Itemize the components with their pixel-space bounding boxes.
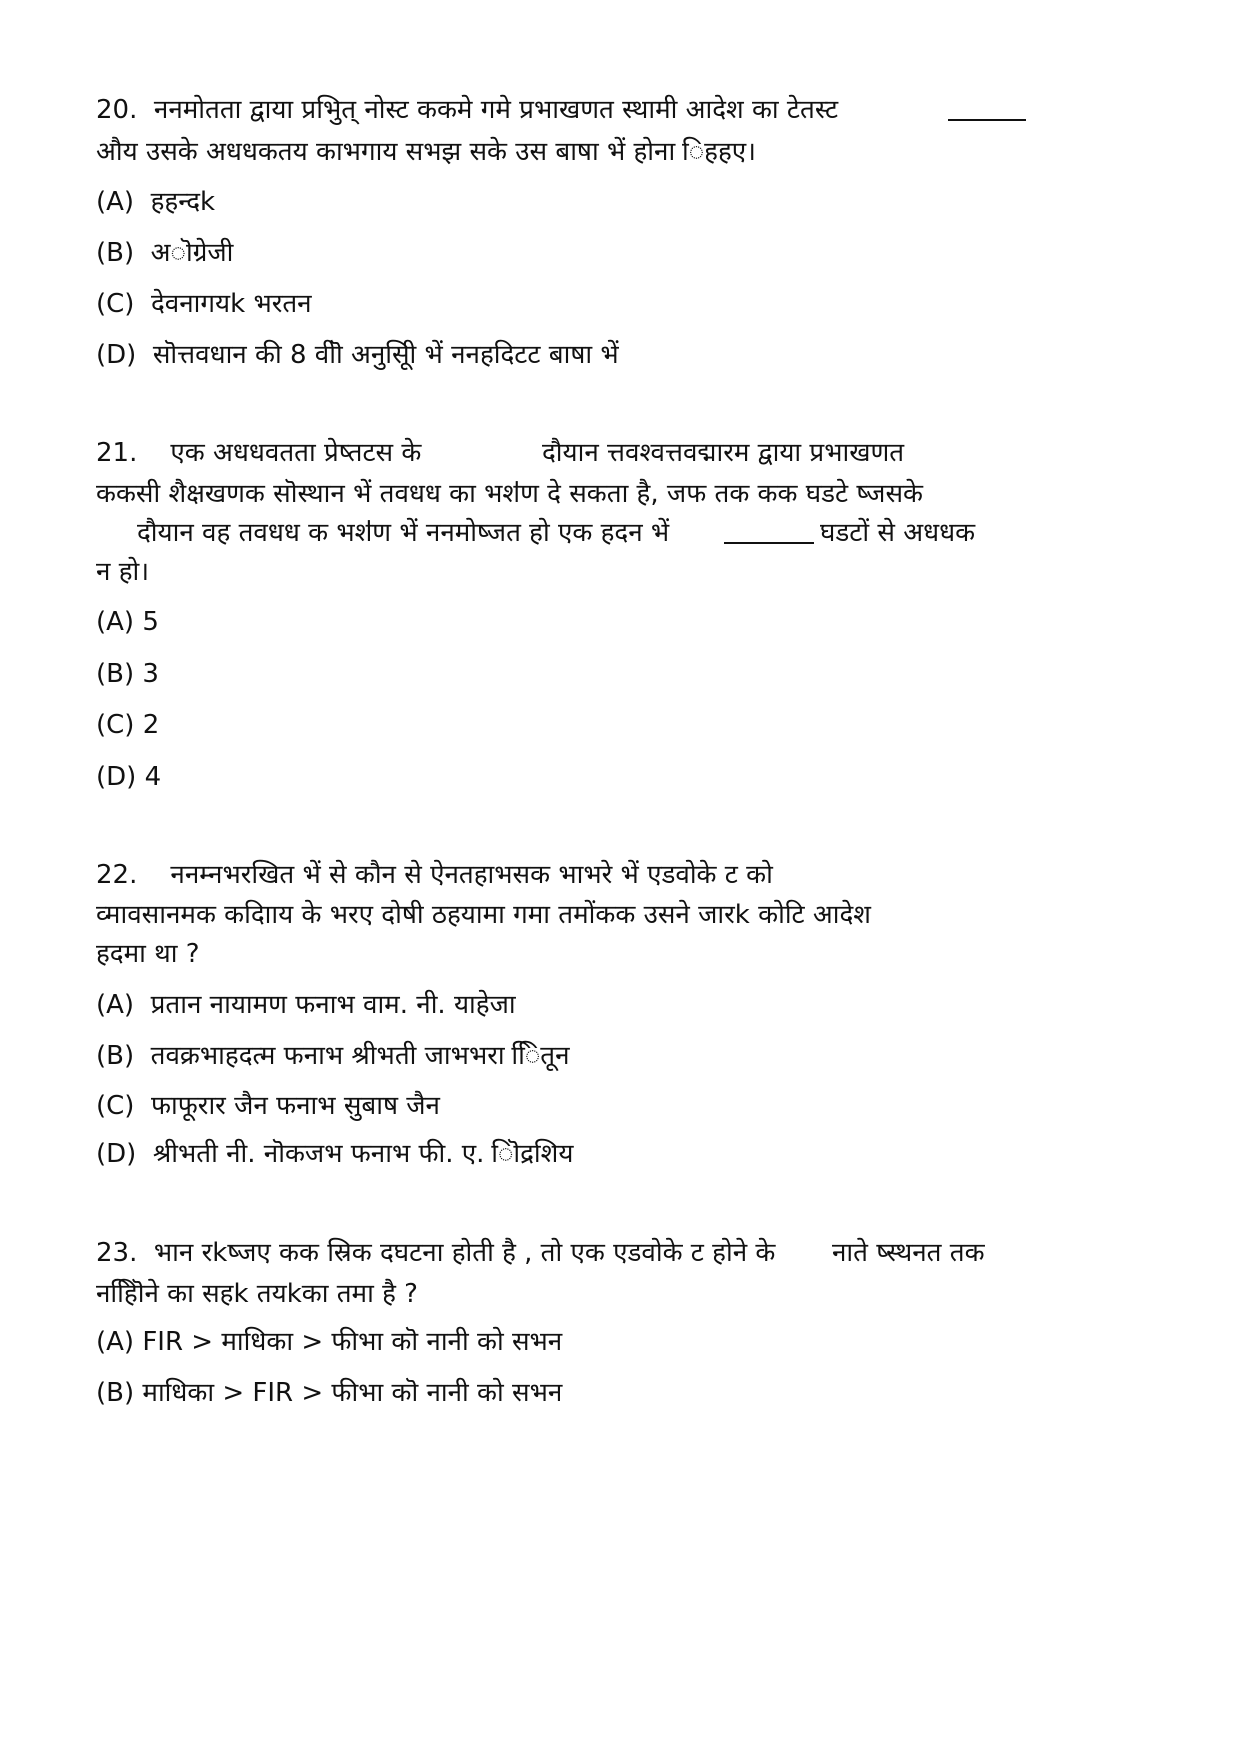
option-text: फाफूरार जैन फनाभ सुबाष जैन xyxy=(150,1091,440,1121)
option-d xyxy=(96,760,161,794)
question-20-line-2: औय उसके अधधकतय काभगाय सभझ सके उस बाषा भें होना िहहए। xyxy=(96,137,756,167)
option-text: हहन्दk xyxy=(150,187,216,217)
option-label: (A) xyxy=(96,1327,135,1357)
option-label: (B) xyxy=(96,659,135,689)
option-text: अॊग्रेजी xyxy=(150,238,234,268)
option-a xyxy=(96,988,516,1022)
option-a xyxy=(96,185,215,219)
option-label: (C) xyxy=(96,1091,135,1121)
question-text: ननमोतता द्वाया प्रभिुत् नोस्ट ककमे गमे प्रभाखणत स्थामी आदेश का टेतस्ट xyxy=(153,95,839,125)
question-21-line-1b: दौयान त्तवश्वत्तवद्मारम द्वाया प्रभाखणत xyxy=(542,438,905,468)
option-label: (C) xyxy=(96,289,135,319)
question-23-line-1b: नाते ष्स्थनत तक xyxy=(832,1238,985,1268)
question-number: 21. xyxy=(96,438,138,468)
question-22-line-2: व्मावसानमक कदािाय के भरए दोषी ठहयामा गमा तमोंकक उसने जारk कोटि आदेश xyxy=(96,900,871,930)
question-22-line-3: हदमा था ? xyxy=(96,939,200,969)
question-22-line-1 xyxy=(96,858,773,892)
question-number: 20. xyxy=(96,95,138,125)
option-text: माधिका > FIR > फीभा कॊ नानी को सभन xyxy=(142,1378,563,1408)
question-text: भान रkष्जए कक स्रिक दघटना होती है , तो एक एडवोके ट होने के xyxy=(153,1238,776,1268)
option-text: 4 xyxy=(144,762,162,792)
question-21-line-4: न हो। xyxy=(96,557,150,587)
option-label: (B) xyxy=(96,1378,135,1408)
option-text: सॊत्तवधान की 8 वीॊ अनुसूिी भें ननहदिटट बाषा भें xyxy=(152,340,619,370)
question-23-line-2: नहिॊिने का सहk तयkका तमा है ? xyxy=(96,1279,418,1309)
question-21-line-2: ककसी शैक्षखणक सॊस्थान भें तवधध का भशऺण दे सकता है, जफ तक कक घडटे ष्जसके xyxy=(96,479,924,509)
option-label: (B) xyxy=(96,238,135,268)
option-c xyxy=(96,1089,440,1123)
option-text: 3 xyxy=(142,659,159,689)
option-text: FIR > माधिका > फीभा कॊ नानी को सभन xyxy=(142,1327,563,1357)
question-21-line-1 xyxy=(96,436,421,470)
option-c xyxy=(96,708,159,742)
option-d xyxy=(96,338,619,372)
option-label: (A) xyxy=(96,607,135,637)
option-label: (D) xyxy=(96,762,137,792)
option-b xyxy=(96,1039,570,1073)
option-text: प्रतान नायामण फनाभ वाम. नी. याहेजा xyxy=(150,990,516,1020)
answer-blank xyxy=(724,542,814,544)
option-label: (A) xyxy=(96,990,135,1020)
option-text: 2 xyxy=(142,710,160,740)
option-text: देवनागयk भरतन xyxy=(150,289,312,319)
question-23-line-1 xyxy=(96,1236,775,1270)
question-text: ननम्नभरखित भें से कौन से ऐनतहाभसक भाभरे भें एडवोके ट को xyxy=(170,860,773,890)
option-label: (D) xyxy=(96,1139,137,1169)
option-label: (A) xyxy=(96,187,135,217)
question-21-line-3: दौयान वह तवधध क भशऺण भें ननमोष्जत हो एक हदन भें xyxy=(137,518,670,548)
option-a xyxy=(96,605,159,639)
option-b xyxy=(96,236,233,270)
option-label: (B) xyxy=(96,1041,135,1071)
option-text: तवक्रभाहदत्म फनाभ श्रीभती जाभभरा िितून xyxy=(150,1041,570,1071)
question-number: 23. xyxy=(96,1238,138,1268)
question-21-line-3b: घडटों से अधधक xyxy=(820,518,976,548)
option-text: श्रीभती नी. नॊकजभ फनाभ फी. ए. िॊद्रशिय xyxy=(152,1139,574,1169)
option-label: (D) xyxy=(96,340,137,370)
question-number: 22. xyxy=(96,860,138,890)
answer-blank xyxy=(948,119,1026,121)
question-text: एक अधधवतता प्रेष्तटस के xyxy=(170,438,422,468)
option-b xyxy=(96,657,159,691)
option-d xyxy=(96,1137,573,1171)
option-b xyxy=(96,1376,562,1410)
option-label: (C) xyxy=(96,710,135,740)
option-text: 5 xyxy=(142,607,159,637)
option-a xyxy=(96,1325,562,1359)
option-c xyxy=(96,287,312,321)
question-20-line-1 xyxy=(96,93,838,127)
